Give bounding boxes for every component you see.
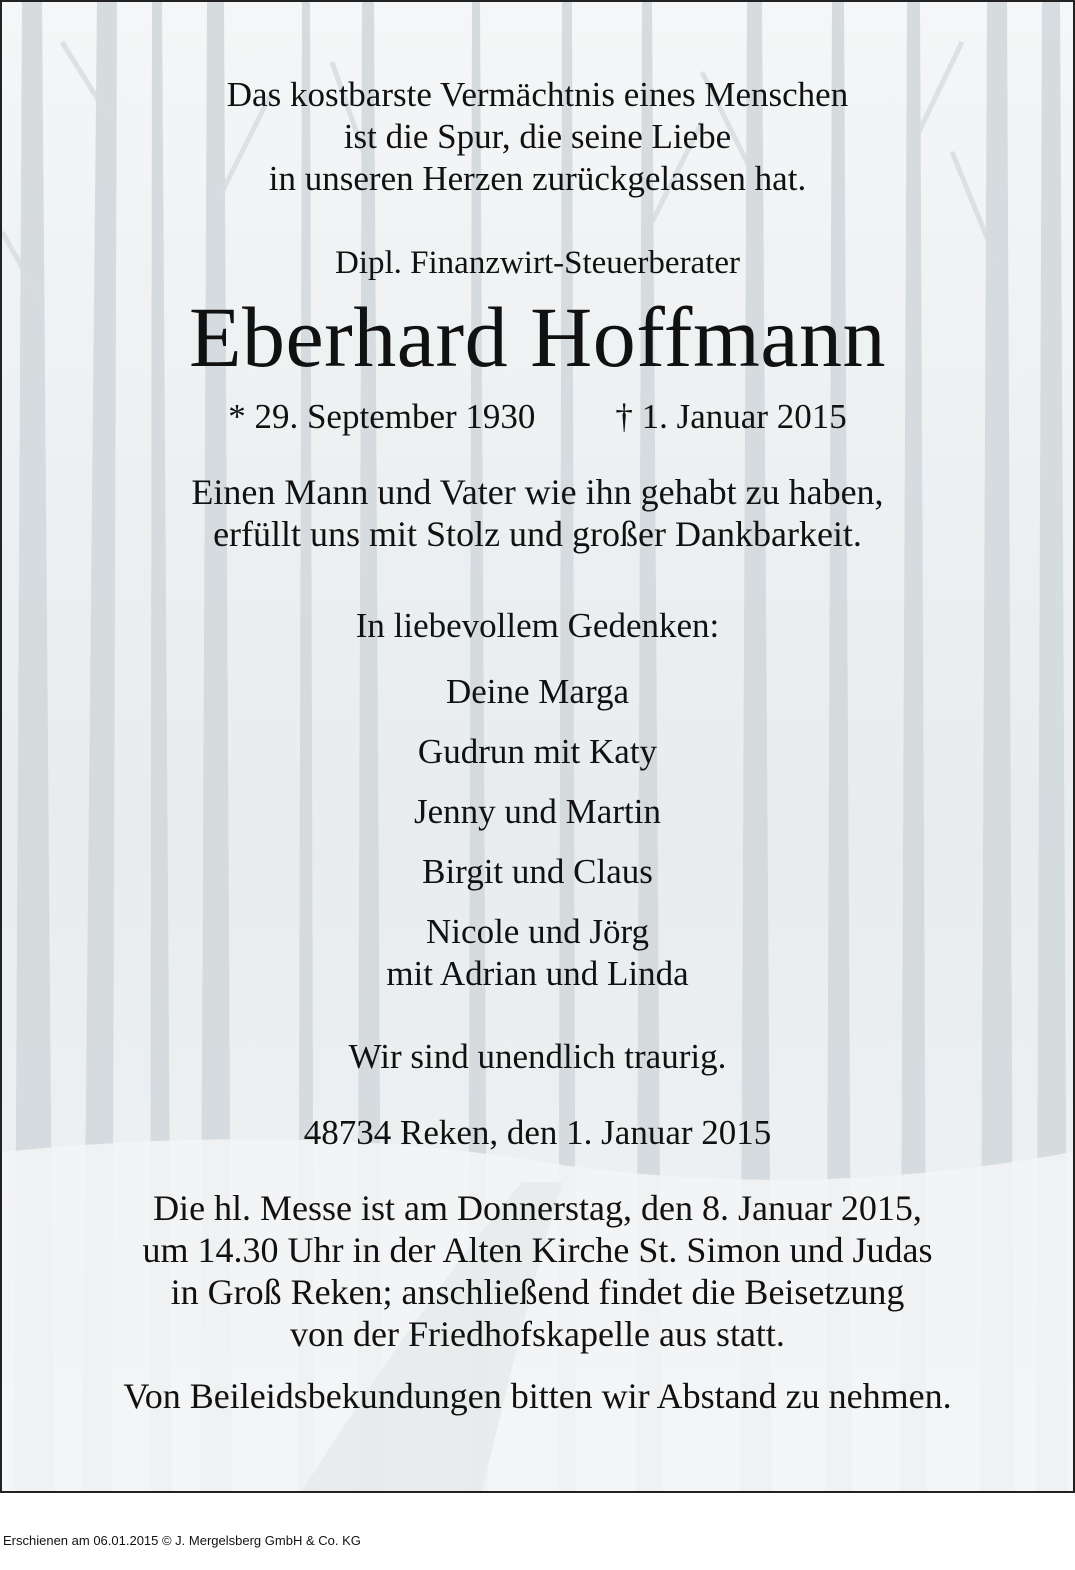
service-line-1: Die hl. Messe ist am Donnerstag, den 8. Januar 2015, [153, 1188, 922, 1228]
birth-date: * 29. September 1930 [228, 397, 536, 436]
publication-footer: Erschienen am 06.01.2015 © J. Mergelsberg GmbH & Co. KG [3, 1533, 361, 1548]
mourner-4: Birgit und Claus [422, 852, 653, 891]
mourner-1: Deine Marga [445, 672, 630, 711]
sorrow-line: Wir sind unendlich traurig. [348, 1037, 727, 1076]
memorial-heading: In liebevollem Gedenken: [355, 606, 720, 645]
mourner-3: Jenny und Martin [414, 792, 661, 831]
service-line-4: von der Friedhofskapelle aus statt. [290, 1314, 785, 1354]
mourner-2: Gudrun mit Katy [417, 732, 658, 771]
motto-line-3: in unseren Herzen zurückgelassen hat. [268, 159, 807, 198]
profession: Dipl. Finanzwirt-Steuerberater [334, 245, 741, 281]
tribute-line-2: erfüllt uns mit Stolz und großer Dankbarkeit. [213, 514, 862, 554]
life-dates [2, 399, 1073, 434]
motto-line-2: ist die Spur, die seine Liebe [343, 117, 732, 156]
mourner-5: Nicole und Jörg [426, 912, 649, 951]
mourner-6: mit Adrian und Linda [386, 954, 689, 993]
death-date: † 1. Januar 2015 [615, 397, 847, 436]
place-date: 48734 Reken, den 1. Januar 2015 [303, 1113, 772, 1152]
service-line-3: in Groß Reken; anschließend findet die Beisetzung [170, 1272, 905, 1312]
tribute-line-1: Einen Mann und Vater wie ihn gehabt zu haben, [191, 472, 884, 512]
motto-line-1: Das kostbarste Vermächtnis eines Menschen [226, 75, 849, 114]
condolence-note: Von Beileidsbekundungen bitten wir Abstand zu nehmen. [123, 1376, 952, 1416]
deceased-name: Eberhard Hoffmann [188, 289, 887, 385]
service-line-2: um 14.30 Uhr in der Alten Kirche St. Simon und Judas [142, 1230, 933, 1270]
